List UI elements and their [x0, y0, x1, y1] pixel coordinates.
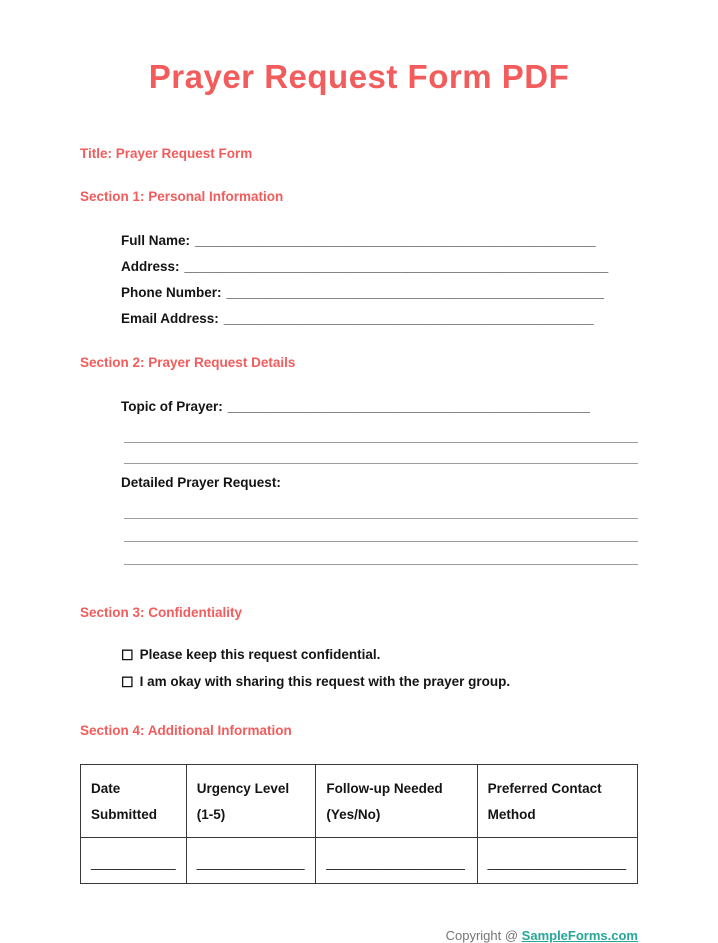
- sampleforms-link[interactable]: SampleForms.com: [521, 928, 638, 943]
- table-header-preferred-contact: Preferred Contact Method: [477, 765, 637, 838]
- field-address: [121, 258, 638, 275]
- writing-line: [124, 500, 638, 519]
- writing-line: [124, 424, 638, 443]
- full-name-label: Full Name:: [121, 233, 191, 248]
- writing-line: [124, 519, 638, 542]
- section-1-heading: Section 1: Personal Information: [80, 189, 284, 204]
- topic-of-prayer-blank: _______________________________________________: [227, 399, 591, 414]
- detailed-request-list: [80, 474, 638, 491]
- table-header-row: [81, 765, 638, 838]
- field-email-address: [121, 310, 638, 327]
- share-with-group-label: I am okay with sharing this request with the prayer group.: [139, 674, 511, 689]
- prayer-details-list: [80, 398, 638, 415]
- table-header-date-submitted: Date Submitted: [81, 765, 187, 838]
- email-address-blank: ________________________________________________: [223, 311, 594, 326]
- writing-line: [124, 443, 638, 464]
- phone-number-label: Phone Number:: [121, 285, 222, 300]
- keep-confidential-label: Please keep this request confidential.: [139, 647, 381, 662]
- table-cell-contact-blank: __________________: [477, 838, 637, 884]
- table-cell-urgency-blank: ______________: [186, 838, 316, 884]
- phone-number-blank: _________________________________________________: [226, 285, 605, 300]
- section-4-heading: Section 4: Additional Information: [80, 723, 292, 738]
- field-phone-number: [121, 284, 638, 301]
- topic-of-prayer-label: Topic of Prayer:: [121, 399, 223, 414]
- email-address-label: Email Address:: [121, 311, 219, 326]
- copyright-text: Copyright @: [445, 928, 519, 943]
- additional-info-table: [80, 764, 638, 884]
- table-cell-date-blank: ___________: [81, 838, 187, 884]
- field-detailed-prayer-request: [121, 474, 638, 491]
- address-blank: _______________________________________________________: [184, 259, 609, 274]
- field-full-name: [121, 232, 638, 249]
- full-name-blank: ____________________________________________________: [195, 233, 596, 248]
- section-3-heading: Section 3: Confidentiality: [80, 605, 243, 620]
- option-keep-confidential: [121, 646, 638, 664]
- table-cell-follow-up-blank: __________________: [316, 838, 477, 884]
- form-title: Title: Prayer Request Form: [80, 146, 253, 161]
- option-share-with-group: [121, 673, 638, 691]
- table-header-urgency-level: Urgency Level (1-5): [186, 765, 316, 838]
- checkbox-icon[interactable]: ☐: [121, 647, 134, 663]
- personal-info-list: [80, 232, 638, 327]
- checkbox-icon[interactable]: ☐: [121, 674, 134, 690]
- table-row: [81, 838, 638, 884]
- footer: [80, 928, 638, 943]
- field-topic-of-prayer: [121, 398, 638, 415]
- table-header-follow-up-needed: Follow-up Needed (Yes/No): [316, 765, 477, 838]
- detailed-prayer-request-label: Detailed Prayer Request:: [121, 475, 281, 490]
- page-title: Prayer Request Form PDF: [148, 58, 570, 95]
- writing-line: [124, 542, 638, 565]
- address-label: Address:: [121, 259, 180, 274]
- confidentiality-options-list: [80, 646, 638, 691]
- section-2-heading: Section 2: Prayer Request Details: [80, 355, 296, 370]
